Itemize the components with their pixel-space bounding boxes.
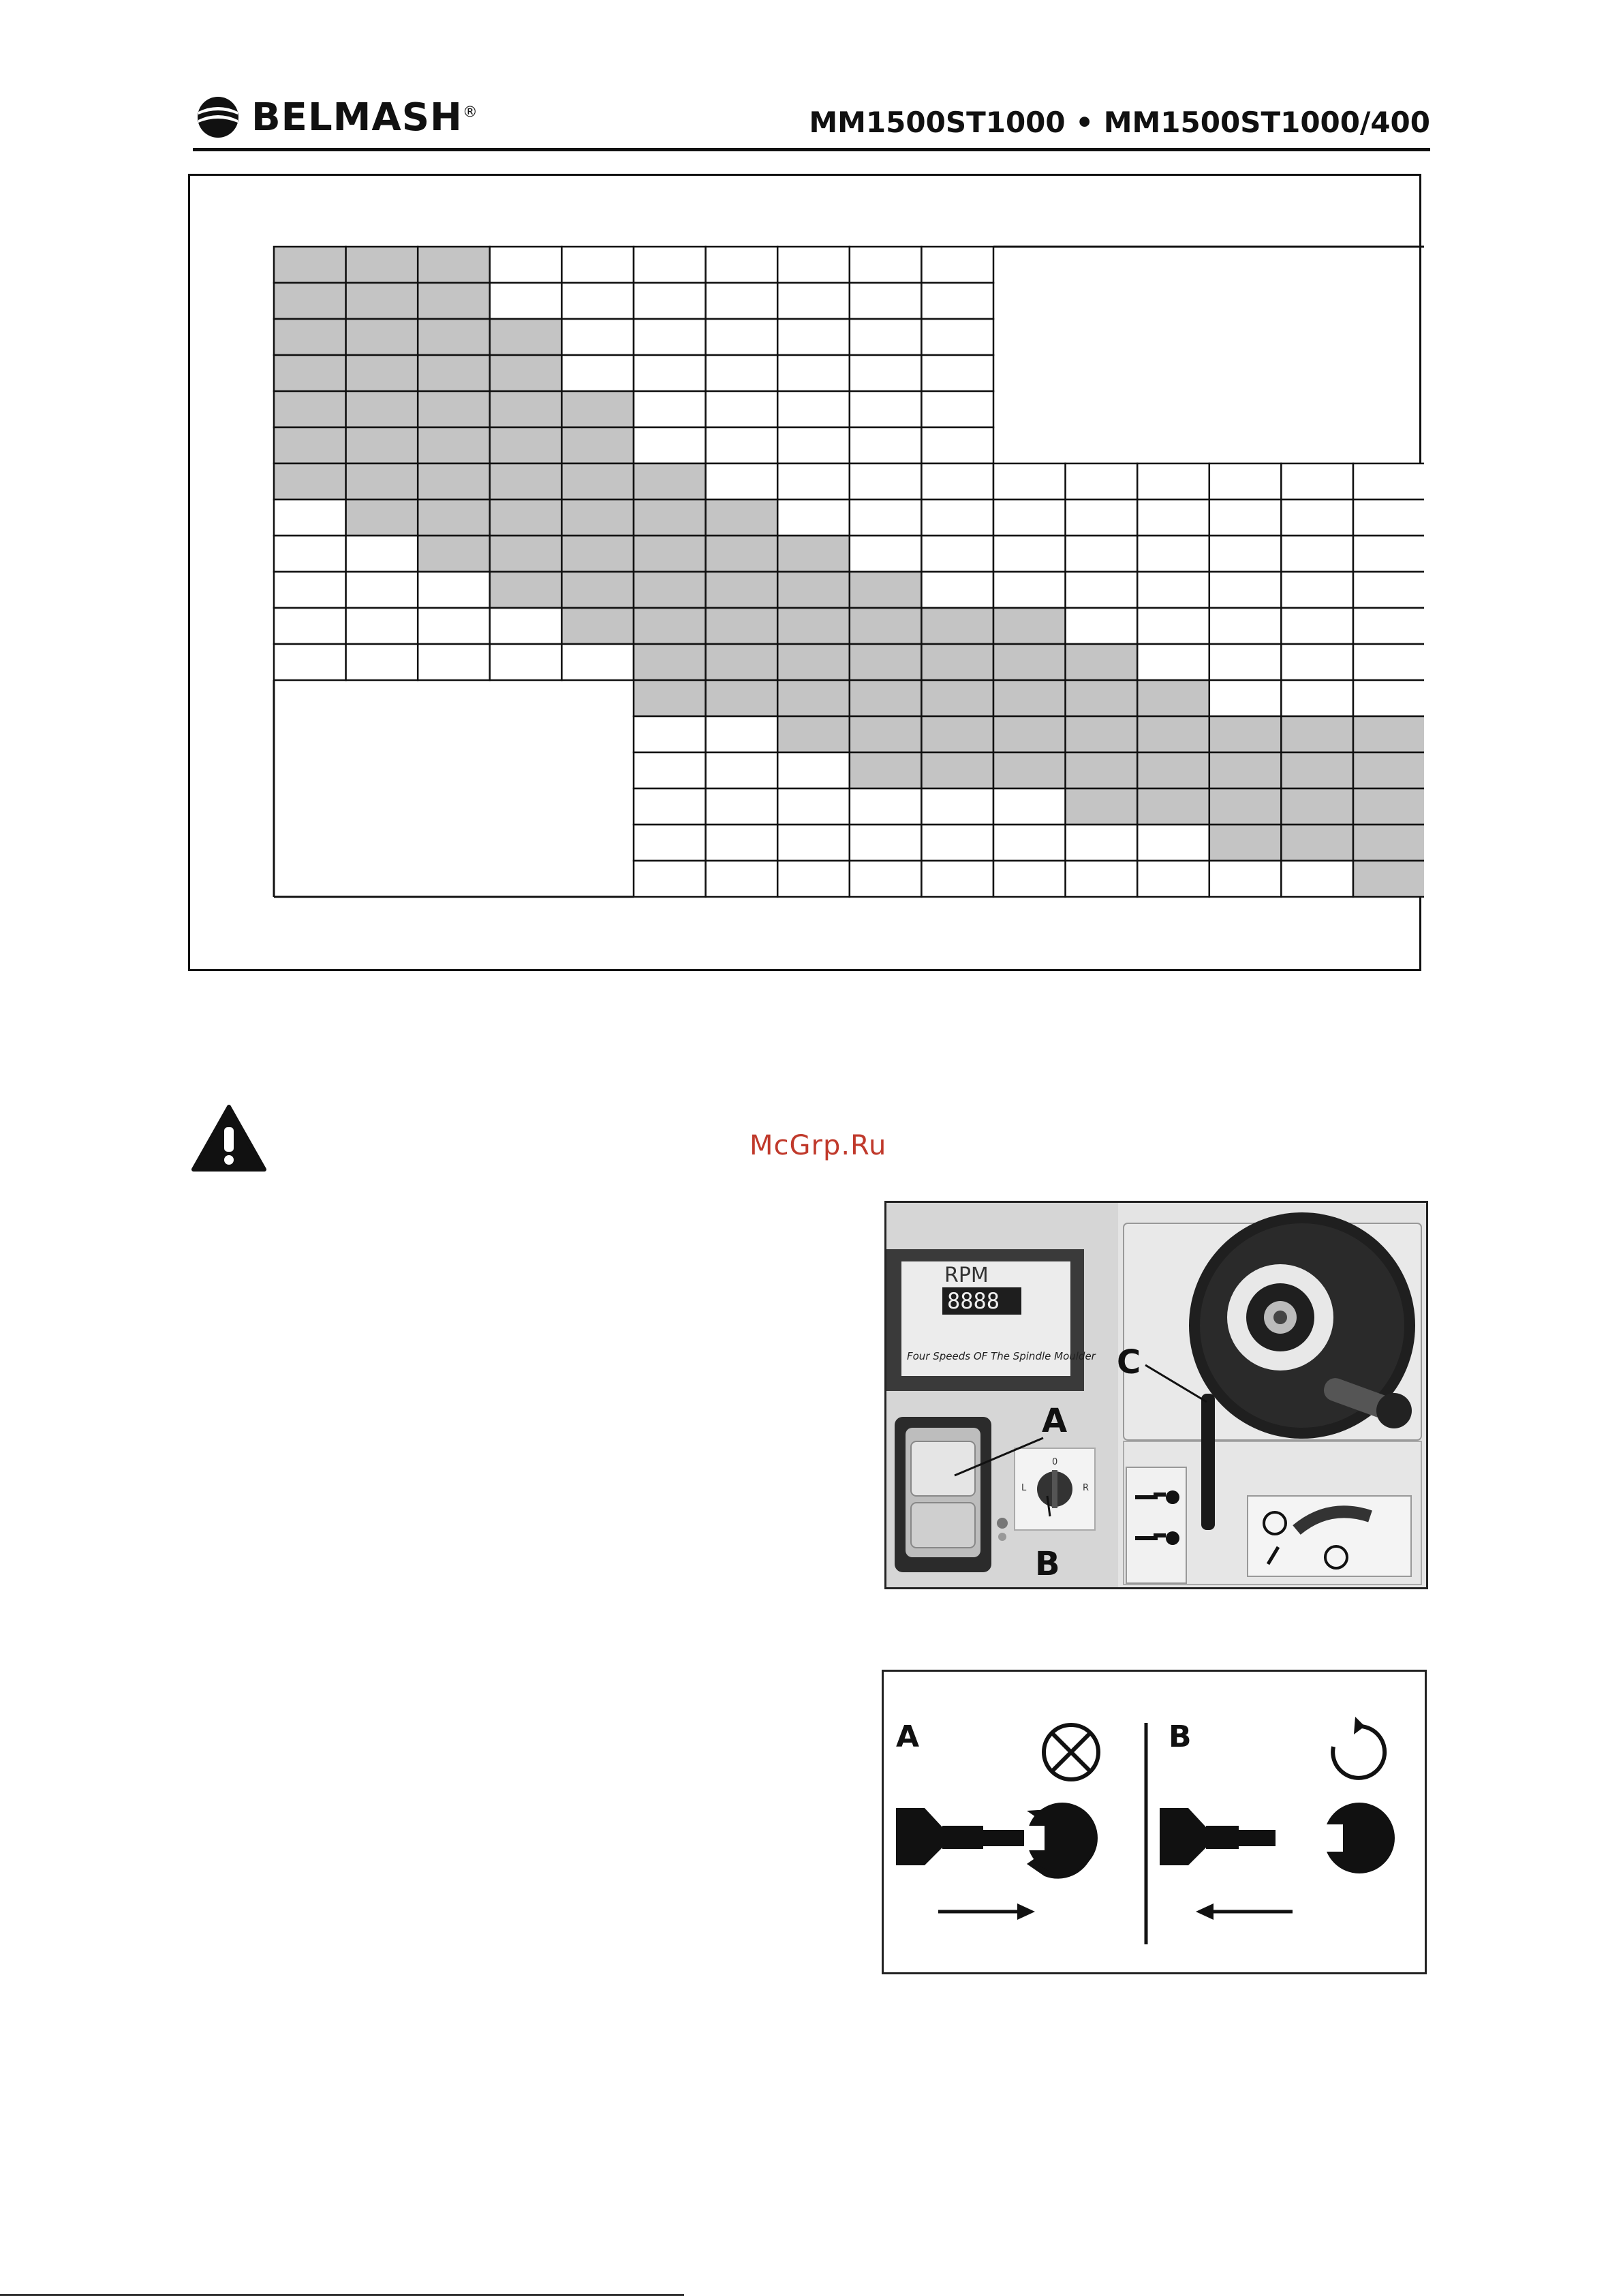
table-cell <box>777 716 850 752</box>
table-cell <box>1209 608 1282 644</box>
table-cell <box>850 463 922 500</box>
table-cell <box>418 463 490 500</box>
table-cell <box>634 644 706 680</box>
svg-text:R: R <box>1083 1483 1089 1493</box>
table-cell <box>1137 680 1209 716</box>
table-cell <box>274 644 346 680</box>
table-cell <box>1353 716 1424 752</box>
table-cell <box>561 608 634 644</box>
table-cell <box>777 680 850 716</box>
table-cell <box>706 825 778 861</box>
table-cell <box>993 716 1066 752</box>
callout-a: A <box>1042 1402 1068 1440</box>
table-cell <box>850 716 922 752</box>
callout-c: C <box>1117 1343 1141 1381</box>
start-button <box>911 1441 975 1496</box>
panel-b-label: B <box>1169 1719 1192 1754</box>
table-cell <box>1137 861 1209 897</box>
table-cell <box>490 608 562 644</box>
table-cell <box>1281 500 1353 536</box>
table-cell <box>274 283 346 319</box>
table-cell <box>850 427 922 463</box>
lock-lever <box>1201 1394 1215 1530</box>
table-cell <box>850 247 922 283</box>
table-cell <box>921 283 993 319</box>
table-cell <box>561 391 634 427</box>
table-cell <box>561 644 634 680</box>
table-cell <box>850 680 922 716</box>
table-cell <box>921 644 993 680</box>
table-cell <box>1281 536 1353 572</box>
table-cell <box>1281 572 1353 608</box>
table-cell <box>274 355 346 391</box>
table-cell <box>1281 608 1353 644</box>
header-divider <box>193 148 1430 151</box>
table-cell <box>274 391 346 427</box>
table-cell <box>921 427 993 463</box>
table-cell <box>634 789 706 825</box>
table-cell <box>777 355 850 391</box>
table-cell <box>561 319 634 355</box>
table-cell <box>418 536 490 572</box>
table-cell <box>921 752 993 789</box>
table-cell <box>1281 644 1353 680</box>
rpm-digits: 8888 <box>947 1288 1000 1314</box>
table-cell <box>1209 680 1282 716</box>
table-cell <box>346 247 418 283</box>
table-cell <box>1209 572 1282 608</box>
table-cell <box>921 825 993 861</box>
table-cell <box>850 572 922 608</box>
table-cell <box>634 319 706 355</box>
table-cell <box>706 572 778 608</box>
callout-b: B <box>1035 1545 1060 1583</box>
rpm-label: RPM <box>944 1264 989 1287</box>
table-cell <box>993 608 1066 644</box>
table-cell <box>1281 680 1353 716</box>
table-cell <box>993 680 1066 716</box>
table-cell <box>777 825 850 861</box>
table-cell <box>1209 536 1282 572</box>
table-cell <box>993 644 1066 680</box>
table-cell <box>850 283 922 319</box>
table-cell <box>1353 536 1424 572</box>
control-panel-photo <box>884 1201 1428 1589</box>
table-cell <box>921 861 993 897</box>
table-cell <box>346 427 418 463</box>
table-cell <box>561 463 634 500</box>
table-cell <box>706 536 778 572</box>
table-cell <box>1066 680 1138 716</box>
table-cell <box>418 572 490 608</box>
table-cell <box>706 789 778 825</box>
table-cell <box>490 463 562 500</box>
table-cell <box>850 355 922 391</box>
table-cell <box>777 427 850 463</box>
speed-table-grid <box>273 245 1424 900</box>
table-cell <box>1066 536 1138 572</box>
table-cell <box>706 500 778 536</box>
table-cell <box>1209 752 1282 789</box>
table-cell <box>346 391 418 427</box>
table-cell <box>850 319 922 355</box>
table-cell <box>921 247 993 283</box>
table-cell <box>1281 752 1353 789</box>
table-cell <box>850 644 922 680</box>
table-cell <box>706 319 778 355</box>
table-cell <box>993 752 1066 789</box>
arrow-right-icon <box>938 1903 1035 1920</box>
table-cell <box>850 752 922 789</box>
table-cell <box>634 283 706 319</box>
table-cell <box>1209 861 1282 897</box>
table-cell <box>1353 752 1424 789</box>
table-cell <box>346 536 418 572</box>
table-cell <box>634 500 706 536</box>
table-cell <box>490 319 562 355</box>
table-cell <box>1066 861 1138 897</box>
table-cell <box>634 608 706 644</box>
table-cell <box>274 319 346 355</box>
table-cell <box>1137 716 1209 752</box>
table-cell <box>561 572 634 608</box>
table-cell <box>634 247 706 283</box>
table-cell <box>706 608 778 644</box>
table-cell <box>634 463 706 500</box>
table-cell <box>921 716 993 752</box>
table-cell <box>921 500 993 536</box>
table-cell <box>346 355 418 391</box>
table-cell <box>777 283 850 319</box>
table-cell <box>634 391 706 427</box>
table-cell <box>1353 608 1424 644</box>
table-cell <box>634 572 706 608</box>
table-cell <box>706 427 778 463</box>
table-cell <box>1353 463 1424 500</box>
table-cell <box>1137 644 1209 680</box>
table-cell <box>921 680 993 716</box>
table-cell <box>634 536 706 572</box>
brand-name: BELMASH® <box>251 95 478 140</box>
table-cell <box>921 789 993 825</box>
table-cell <box>274 572 346 608</box>
table-cell <box>561 355 634 391</box>
table-cell <box>490 247 562 283</box>
table-cell <box>777 644 850 680</box>
table-cell <box>993 825 1066 861</box>
table-cell <box>1066 572 1138 608</box>
table-cell <box>921 463 993 500</box>
table-cell <box>274 427 346 463</box>
table-cell <box>1209 716 1282 752</box>
table-cell <box>418 500 490 536</box>
table-cell <box>490 500 562 536</box>
table-cell <box>706 752 778 789</box>
table-cell <box>561 247 634 283</box>
table-cell <box>1137 536 1209 572</box>
table-cell <box>418 644 490 680</box>
table-cell <box>993 500 1066 536</box>
table-cell <box>706 391 778 427</box>
table-cell <box>850 861 922 897</box>
table-cell <box>1353 825 1424 861</box>
table-cell <box>418 608 490 644</box>
table-cell <box>274 608 346 644</box>
table-cell <box>1353 680 1424 716</box>
table-cell <box>850 825 922 861</box>
stop-button <box>911 1503 975 1548</box>
table-cell <box>1281 825 1353 861</box>
lock-diagram <box>882 1670 1427 1974</box>
table-cell <box>1353 644 1424 680</box>
table-cell <box>346 572 418 608</box>
table-cell <box>706 716 778 752</box>
table-cell <box>418 355 490 391</box>
table-cell <box>1066 752 1138 789</box>
svg-text:0: 0 <box>1052 1457 1058 1467</box>
svg-text:L: L <box>1021 1483 1027 1493</box>
table-cell <box>1281 789 1353 825</box>
table-cell <box>634 680 706 716</box>
table-cell <box>1066 789 1138 825</box>
table-cell <box>706 680 778 716</box>
table-cell <box>1209 825 1282 861</box>
table-cell <box>921 536 993 572</box>
watermark: McGrp.Ru <box>749 1130 887 1161</box>
table-cell <box>850 789 922 825</box>
table-cell <box>634 716 706 752</box>
no-rotation-icon <box>1044 1725 1098 1779</box>
table-cell <box>490 427 562 463</box>
table-cell <box>346 463 418 500</box>
table-cell <box>490 536 562 572</box>
table-cell <box>993 572 1066 608</box>
table-cell <box>706 355 778 391</box>
table-cell <box>1209 644 1282 680</box>
table-cell <box>777 319 850 355</box>
table-cell <box>993 463 1066 500</box>
table-cell <box>777 861 850 897</box>
table-cell <box>634 355 706 391</box>
table-cell <box>634 825 706 861</box>
table-cell <box>634 861 706 897</box>
table-cell <box>346 500 418 536</box>
table-cell <box>346 644 418 680</box>
panel-a-label: A <box>896 1719 920 1754</box>
table-cell <box>777 572 850 608</box>
arrow-left-icon <box>1196 1903 1293 1920</box>
table-cell <box>850 391 922 427</box>
table-cell <box>706 644 778 680</box>
table-cell <box>1066 608 1138 644</box>
table-cell <box>1353 861 1424 897</box>
table-cell <box>1137 752 1209 789</box>
table-cell <box>634 427 706 463</box>
table-cell <box>1066 825 1138 861</box>
table-cell <box>1137 825 1209 861</box>
table-cell <box>274 536 346 572</box>
table-cell <box>418 427 490 463</box>
table-cell <box>777 391 850 427</box>
table-cell <box>1281 861 1353 897</box>
table-cell <box>634 752 706 789</box>
table-cell <box>490 644 562 680</box>
table-cell <box>1066 716 1138 752</box>
table-cell <box>1066 644 1138 680</box>
table-cell <box>993 789 1066 825</box>
table-cell <box>1066 463 1138 500</box>
warning-icon <box>191 1104 267 1172</box>
table-cell <box>921 391 993 427</box>
table-cell <box>561 283 634 319</box>
table-cell <box>1209 463 1282 500</box>
model-number: MM1500ST1000 • MM1500ST1000/400 <box>809 106 1430 139</box>
pin-engaged-icon <box>896 1803 1098 1879</box>
table-cell <box>850 536 922 572</box>
table-cell <box>921 319 993 355</box>
table-cell <box>777 463 850 500</box>
display-caption: Four Speeds OF The Spindle Moulder <box>907 1350 1096 1362</box>
brand-logo <box>194 95 478 139</box>
table-cell <box>346 608 418 644</box>
table-cell <box>418 319 490 355</box>
table-cell <box>274 500 346 536</box>
table-cell <box>490 391 562 427</box>
table-cell <box>993 536 1066 572</box>
table-cell <box>561 427 634 463</box>
table-cell <box>1137 500 1209 536</box>
table-cell <box>1353 572 1424 608</box>
table-cell <box>921 572 993 608</box>
table-cell <box>1137 608 1209 644</box>
table-cell <box>993 861 1066 897</box>
pin-released-icon <box>1160 1803 1395 1873</box>
table-cell <box>921 608 993 644</box>
table-cell <box>1137 463 1209 500</box>
table-cell <box>1137 572 1209 608</box>
table-cell <box>346 283 418 319</box>
table-cell <box>706 463 778 500</box>
table-cell <box>777 500 850 536</box>
table-cell <box>1209 789 1282 825</box>
table-cell <box>561 500 634 536</box>
table-cell <box>921 355 993 391</box>
table-cell <box>490 572 562 608</box>
table-cell <box>777 536 850 572</box>
table-cell <box>1353 789 1424 825</box>
belmash-logo-icon <box>194 95 242 139</box>
table-cell <box>777 789 850 825</box>
table-cell <box>1209 500 1282 536</box>
table-cell <box>274 463 346 500</box>
rotation-icon <box>1333 1717 1385 1778</box>
table-cell <box>274 247 346 283</box>
table-cell <box>1066 500 1138 536</box>
table-cell <box>418 247 490 283</box>
table-cell <box>706 861 778 897</box>
table-cell <box>777 608 850 644</box>
table-cell <box>850 608 922 644</box>
table-cell <box>706 247 778 283</box>
table-cell <box>1353 500 1424 536</box>
table-cell <box>490 355 562 391</box>
table-cell <box>418 391 490 427</box>
table-cell <box>1281 716 1353 752</box>
table-cell <box>777 752 850 789</box>
table-cell <box>346 319 418 355</box>
table-cell <box>850 500 922 536</box>
table-cell <box>1137 789 1209 825</box>
table-cell <box>418 283 490 319</box>
table-cell <box>706 283 778 319</box>
table-cell <box>490 283 562 319</box>
table-cell <box>1281 463 1353 500</box>
table-cell <box>561 536 634 572</box>
table-cell <box>777 247 850 283</box>
